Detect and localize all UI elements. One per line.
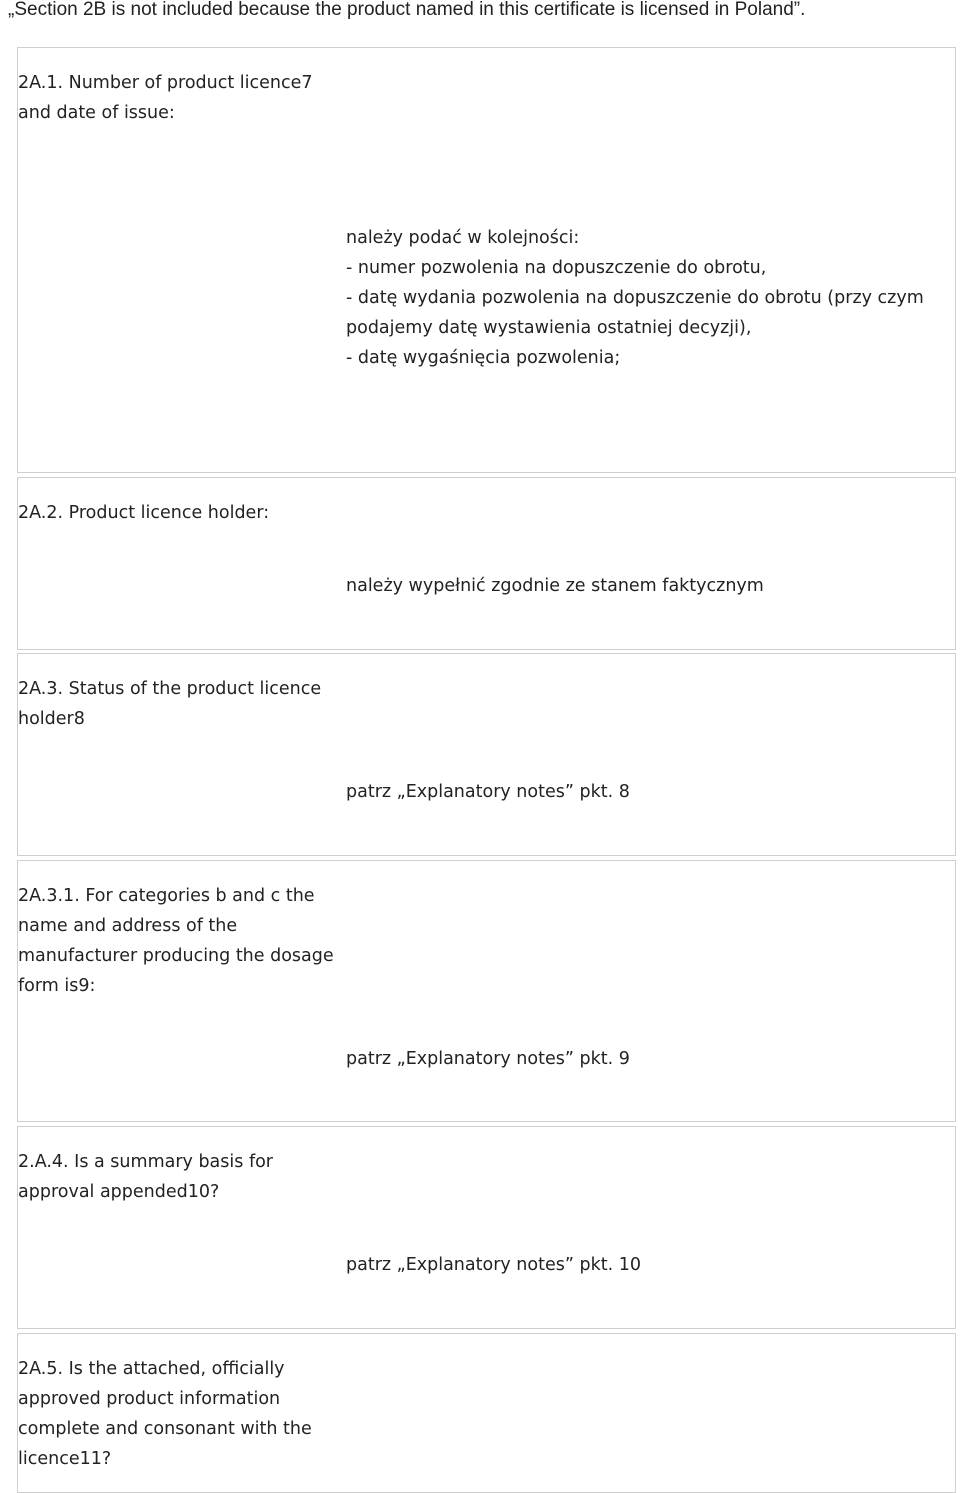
section-2a4-answer (346, 1250, 946, 1280)
section-2a1-question: 2A.1. Number of product licence7 and date of issue: (18, 73, 313, 123)
section-2a1-answer (346, 223, 946, 373)
section-2a31-answer-line-1: patrz „Explanatory notes” pkt. 9 (346, 1049, 630, 1069)
section-2a5-box (17, 1333, 956, 1493)
section-2a31-box (17, 860, 956, 1122)
section-2a4-question: 2.A.4. Is a summary basis for approval appended10? (18, 1152, 274, 1202)
section-2a2-question: 2A.2. Product licence holder: (18, 503, 270, 523)
section-2a1-answer-line-1: należy podać w kolejności: (346, 228, 580, 248)
section-2a31-question: 2A.3.1. For categories b and c the name and address of the manufacturer producing the dosage form is9: (18, 886, 334, 996)
section-2a3-answer (346, 777, 946, 807)
section-2a1-box (17, 47, 956, 473)
section-2b-exclusion-note: „Section 2B is not included because the product named in this certificate is licensed in Poland”. (8, 0, 806, 20)
section-2a2-answer (346, 571, 946, 601)
section-2a5-question: 2A.5. Is the attached, officially approved product information complete and consonant with the licence11? (18, 1359, 312, 1469)
section-2a31-answer (346, 1044, 946, 1074)
section-2a1-answer-line-4: podajemy datę wystawienia ostatniej decyzji), (346, 318, 752, 338)
section-2a2-box (17, 477, 956, 650)
section-2a4-answer-line-1: patrz „Explanatory notes” pkt. 10 (346, 1255, 641, 1275)
section-2a3-box (17, 653, 956, 856)
section-2a4-box (17, 1126, 956, 1329)
section-2a1-answer-line-3: - datę wydania pozwolenia na dopuszczenie do obrotu (przy czym (346, 288, 924, 308)
section-2a3-question: 2A.3. Status of the product licence holder8 (18, 679, 322, 729)
section-2a1-answer-line-2: - numer pozwolenia na dopuszczenie do obrotu, (346, 258, 767, 278)
section-2a3-answer-line-1: patrz „Explanatory notes” pkt. 8 (346, 782, 630, 802)
section-2a1-answer-line-5: - datę wygaśnięcia pozwolenia; (346, 348, 621, 368)
section-2a2-answer-line-1: należy wypełnić zgodnie ze stanem faktycznym (346, 576, 764, 596)
